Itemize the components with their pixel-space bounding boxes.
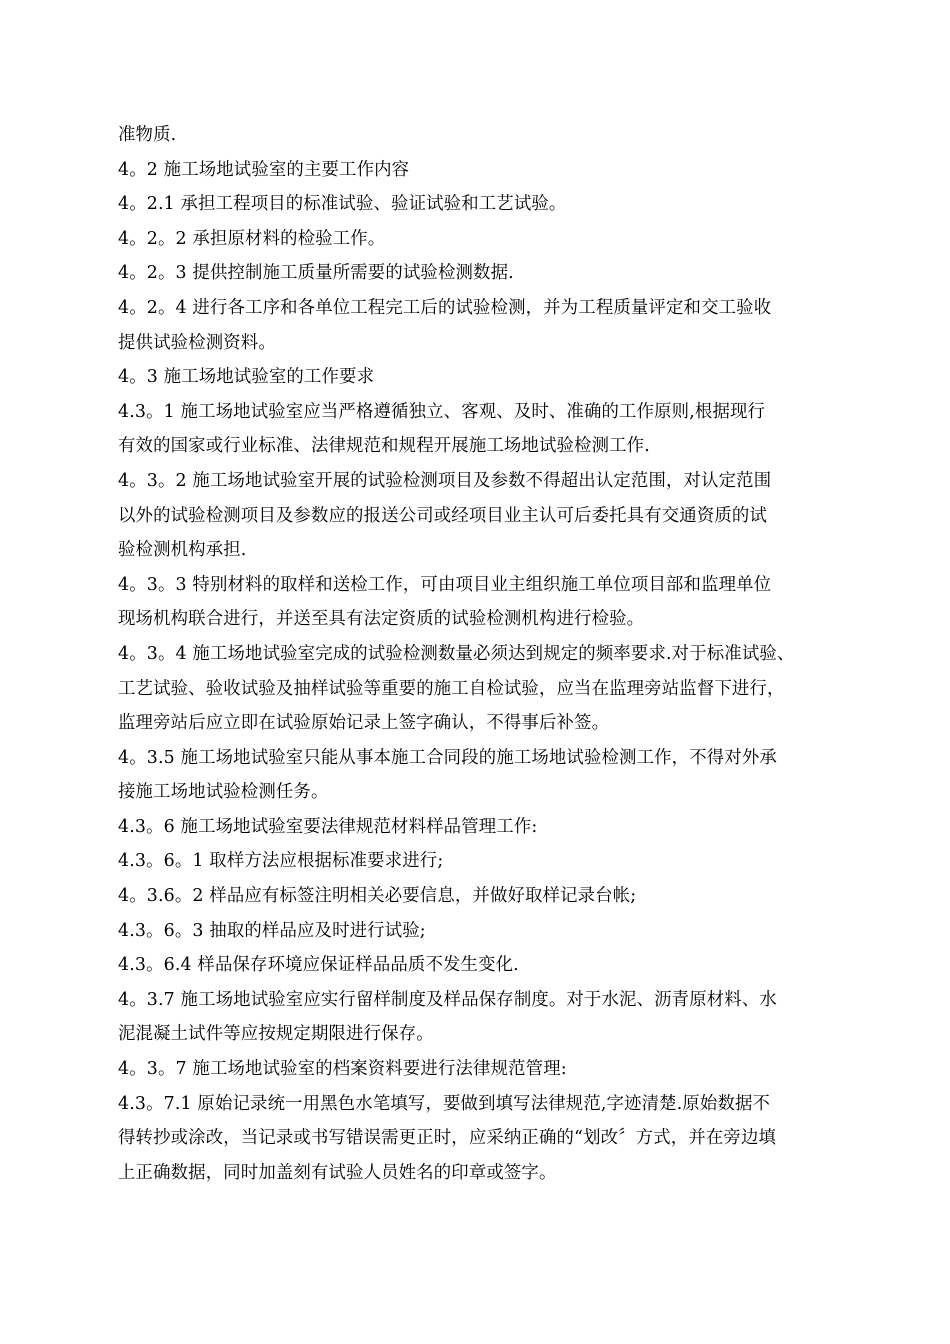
text-line: 以外的试验检测项目及参数应的报送公司或经项目业主认可后委托具有交通资质的试: [118, 505, 768, 526]
text-line: 上正确数据，同时加盖刻有试验人员姓名的印章或签字。: [118, 1162, 557, 1183]
text-line: 4。2。3 提供控制施工质量所需要的试验检测数据.: [118, 263, 514, 284]
text-line: 现场机构联合进行，并送至具有法定资质的试验检测机构进行检验。: [118, 609, 645, 630]
text-line: 4。2。4 进行各工序和各单位工程完工后的试验检测，并为工程质量评定和交工验收: [118, 297, 772, 318]
text-line: 4.3。6 施工场地试验室要法律规范材料样品管理工作:: [118, 816, 538, 837]
text-line: 4。2.1 承担工程项目的标准试验、验证试验和工艺试验。: [118, 194, 567, 215]
text-line: 4.3。1 施工场地试验室应当严格遵循独立、客观、及时、准确的工作原则,根据现行: [118, 401, 766, 422]
text-line: 工艺试验、验收试验及抽样试验等重要的施工自检试验，应当在监理旁站监督下进行，: [118, 678, 785, 699]
section-heading: 4。3 施工场地试验室的工作要求: [118, 367, 375, 388]
text-line: 4。3.5 施工场地试验室只能从事本施工合同段的施工场地试验检测工作，不得对外承: [118, 747, 777, 768]
text-line: 4.3。6。3 抽取的样品应及时进行试验;: [118, 920, 426, 941]
text-line: 4.3。6。1 取样方法应根据标准要求进行;: [118, 851, 444, 872]
text-line: 4。3。4 施工场地试验室完成的试验检测数量必须达到规定的频率要求.对于标准试验、: [118, 643, 795, 664]
text-line: 监理旁站后应立即在试验原始记录上签字确认，不得事后补签。: [118, 713, 610, 734]
section-heading: 4。2 施工场地试验室的主要工作内容: [118, 159, 410, 180]
text-line: 4。3。2 施工场地试验室开展的试验检测项目及参数不得超出认定范围，对认定范围: [118, 470, 772, 491]
text-line: 4。3.6。2 样品应有标签注明相关必要信息，并做好取样记录台帐;: [118, 886, 637, 907]
text-line: 4.3。7.1 原始记录统一用黑色水笔填写，要做到填写法律规范,字迹清楚.原始数据不: [118, 1093, 771, 1114]
text-line: 得转抄或涂改，当记录或书写错误需更正时，应采纳正确的“划改〞方式，并在旁边填: [118, 1128, 777, 1149]
text-line: 泥混凝土试件等应按规定期限进行保存。: [118, 1024, 434, 1045]
text-line: 有效的国家或行业标准、法律规范和规程开展施工场地试验检测工作.: [118, 436, 650, 457]
text-line: 接施工场地试验检测任务。: [118, 782, 329, 803]
text-line: 准物质.: [118, 125, 177, 145]
document-body: [118, 118, 853, 1190]
text-line: 提供试验检测资料。: [118, 332, 276, 353]
text-line: 验检测机构承担.: [118, 540, 247, 561]
text-line: 4。3.7 施工场地试验室应实行留样制度及样品保存制度。对于水泥、沥青原材料、水: [118, 989, 777, 1010]
text-line: 4。3。7 施工场地试验室的档案资料要进行法律规范管理:: [118, 1059, 567, 1080]
text-line: 4.3。6.4 样品保存环境应保证样品品质不发生变化.: [118, 955, 519, 976]
text-line: 4。2。2 承担原材料的检验工作。: [118, 228, 386, 249]
text-line: 4。3。3 特别材料的取样和送检工作，可由项目业主组织施工单位项目部和监理单位: [118, 574, 772, 595]
